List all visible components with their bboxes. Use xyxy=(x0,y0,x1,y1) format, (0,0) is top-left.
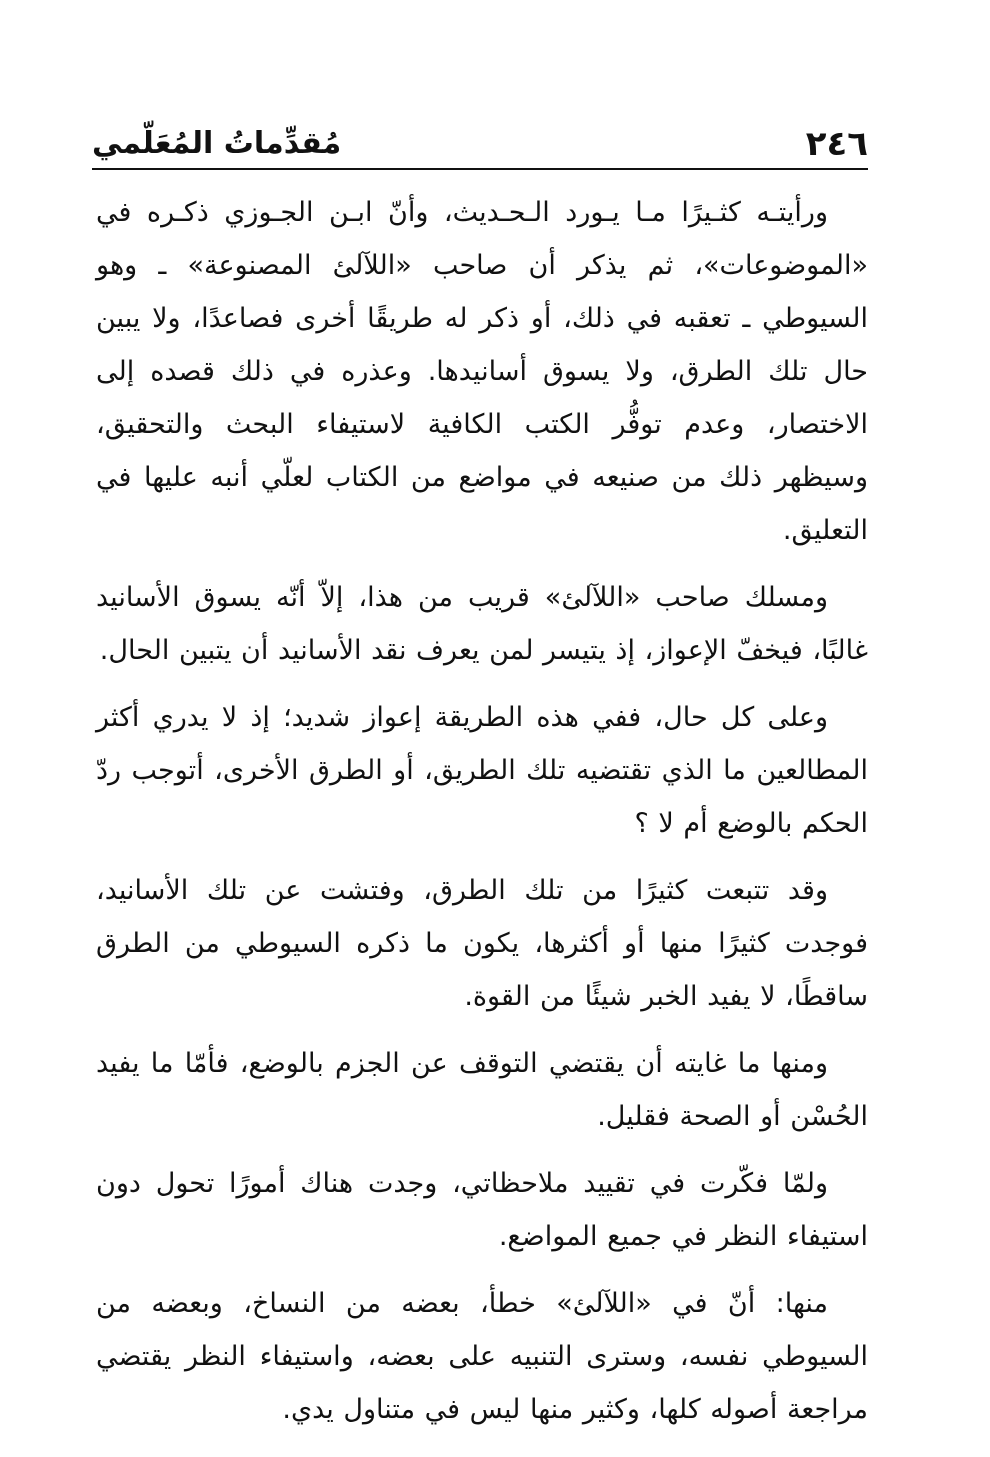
page-body xyxy=(96,186,868,1450)
header-rule xyxy=(92,168,868,170)
book-title: مُقدِّماتُ المُعَلّمي xyxy=(92,126,342,161)
paragraph: منها: أنّ في «اللآلئ» خطأ، بعضه من النساخ، وبعضه من السيوطي نفسه، وسترى التنبيه على بعضه، واستيفاء النظر يقتضي مراجعة أصوله كلها، وكثير منها ليس في متناول يدي. xyxy=(96,1288,868,1425)
paragraph: ورأيتـه كثـيرًا مـا يـورد الـحـديث، وأنّ ابـن الجـوزي ذكـره في «الموضوعات»، ثم يذكر أن صاحب «اللآلئ المصنوعة» ـ وهو السيوطي ـ تعقبه في ذلك، أو ذكر له طريقًا أخرى فصاعدًا، ولا يبين حال تلك الطرق، ولا يسوق أسانيدها. وعذره في ذلك قصده إلى الاختصار، وعدم توفُّر الكتب الكافية لاستيفاء البحث والتحقيق، وسيظهر ذلك من صنيعه في مواضع من الكتاب لعلّي أنبه عليها في التعليق. xyxy=(96,197,868,546)
page-number: ٢٤٦ xyxy=(805,124,868,164)
paragraph: ومسلك صاحب «اللآلئ» قريب من هذا، إلاّ أنّه يسوق الأسانيد غالبًا، فيخفّ الإعواز، إذ يتيسر لمن يعرف نقد الأسانيد أن يتبين الحال. xyxy=(96,582,868,666)
paragraph: ومنها ما غايته أن يقتضي التوقف عن الجزم بالوضع، فأمّا ما يفيد الحُسْن أو الصحة فقليل. xyxy=(96,1048,868,1132)
page-header xyxy=(92,120,868,170)
paragraph: ولمّا فكّرت في تقييد ملاحظاتي، وجدت هناك أمورًا تحول دون استيفاء النظر في جميع المواضع. xyxy=(96,1168,868,1252)
paragraph: وعلى كل حال، ففي هذه الطريقة إعواز شديد؛ إذ لا يدري أكثر المطالعين ما الذي تقتضيه تلك الطريق، أو الطرق الأخرى، أتوجب ردّ الحكم بالوضع أم لا ؟ xyxy=(96,702,868,839)
paragraph: وقد تتبعت كثيرًا من تلك الطرق، وفتشت عن تلك الأسانيد، فوجدت كثيرًا منها أو أكثرها، يكون ما ذكره السيوطي من الطرق ساقطًا، لا يفيد الخبر شيئًا من القوة. xyxy=(96,875,868,1012)
